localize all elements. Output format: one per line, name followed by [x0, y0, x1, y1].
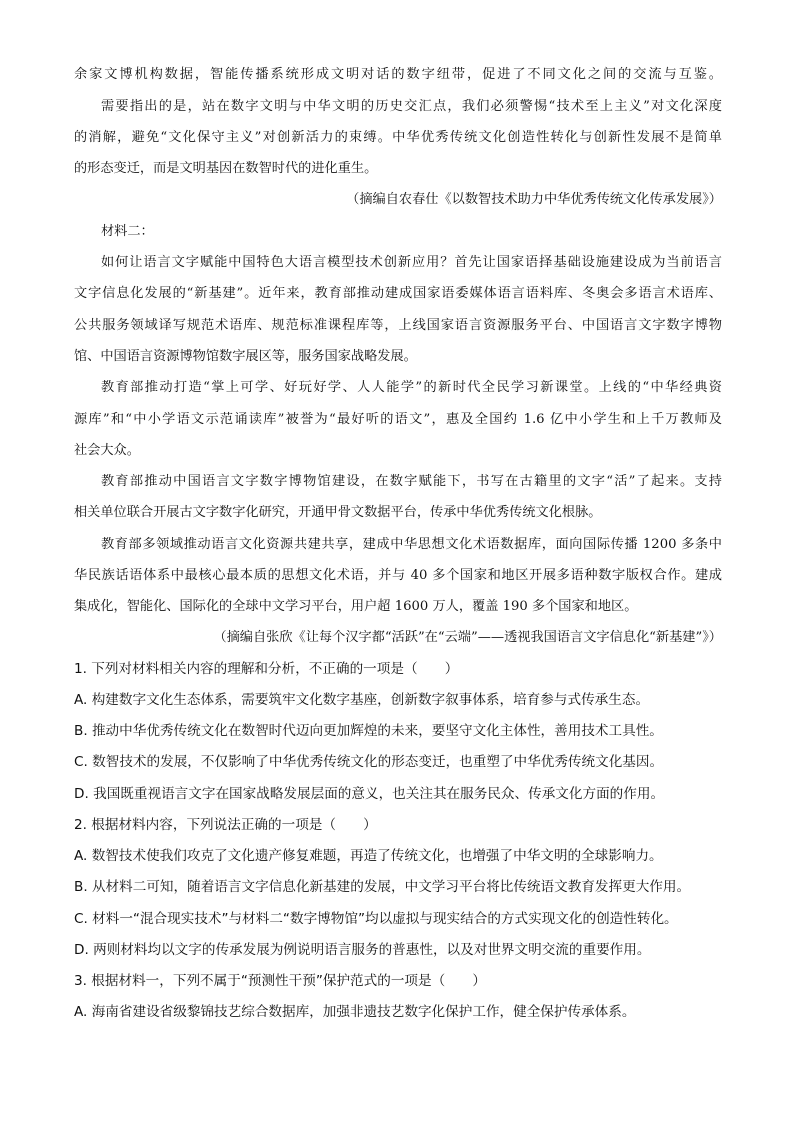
question-option: C. 材料一“混合现实技术”与材料二“数字博物馆”均以虚拟与现实结合的方式实现文化的创造性转化。	[74, 911, 678, 927]
passage-line: 的形态变迁，而是文明基因在数智时代的进化重生。	[74, 161, 378, 176]
passage-line: 集成化，智能化、国际化的全球中文学习平台，用户超 1600 万人，覆盖 190 多个国家和地区。	[74, 599, 638, 614]
passage-line: 馆、中国语言资源博物馆数字展区等，服务国家战略发展。	[74, 349, 417, 364]
passage-line: 教育部推动中国语言文字数字博物馆建设，在数字赋能下，书写在古籍里的文字“活”了起来。支持	[101, 474, 722, 489]
source-citation: （摘编自农春仕《以数智技术助力中华优秀传统文化传承发展》）	[346, 192, 722, 207]
passage-line: 文字信息化发展的“新基建”。近年来，教育部推动建成国家语委媒体语言语料库、冬奥会多语言术语库、	[74, 286, 722, 301]
source-citation: （摘编自张欣《让每个汉字都“活跃”在“云端”——透视我国语言文字信息化“新基建”》）	[213, 630, 722, 645]
question-option: B. 从材料二可知，随着语言文字信息化新基建的发展，中文学习平台将比传统语文教育发挥更大作用。	[74, 879, 691, 895]
passage-line: 华民族话语体系中最核心最本质的思想文化术语，并与 40 多个国家和地区开展多语种数字版权合作。建成	[74, 568, 722, 583]
question-option: A. 构建数字文化生态体系，需要筑牢文化数字基座，创新数字叙事体系，培育参与式传承生态。	[74, 692, 650, 708]
passage-line: 需要指出的是，站在数字文明与中华文明的历史交汇点，我们必须警惕“技术至上主义”对文化深度	[101, 99, 722, 114]
question-stem: 1. 下列对材料相关内容的理解和分析，不正确的一项是（ ）	[74, 661, 459, 677]
question-option: A. 数智技术使我们攻克了文化遗产修复难题，再造了传统文化，也增强了中华文明的全球影响力。	[74, 848, 663, 864]
question-stem: 3. 根据材料一，下列不属于“预测性干预”保护范式的一项是（ ）	[74, 973, 486, 989]
passage-line: 相关单位联合开展古文字数字化研究，开通甲骨文数据平台，传承中华优秀传统文化根脉。	[74, 505, 602, 520]
question-option: D. 我国既重视语言文字在国家战略发展层面的意义，也关注其在服务民众、传承文化方面的作用。	[74, 786, 665, 802]
question-stem: 2. 根据材料内容，下列说法正确的一项是（ ）	[74, 817, 377, 833]
passage-line: 公共服务领域译写规范术语库、规范标准课程库等，上线国家语言资源服务平台、中国语言文字数字博物	[74, 318, 722, 333]
material-heading: 材料二：	[101, 224, 154, 239]
question-option: A. 海南省建设省级黎锦技艺综合数据库，加强非遗技艺数字化保护工作，健全保护传承体系。	[74, 1004, 636, 1020]
passage-line: 社会大众。	[74, 443, 140, 458]
question-option: B. 推动中华优秀传统文化在数智时代迈向更加辉煌的未来，要坚守文化主体性，善用技术工具性。	[74, 723, 663, 739]
question-option: D. 两则材料均以文字的传承发展为例说明语言服务的普惠性，以及对世界文明交流的重要作用。	[74, 942, 651, 958]
question-option: C. 数智技术的发展，不仅影响了中华优秀传统文化的形态变迁，也重塑了中华优秀传统文化基因。	[74, 754, 664, 770]
passage-line: 教育部推动打造“掌上可学、好玩好学、人人能学”的新时代全民学习新课堂。上线的“中华经典资	[101, 380, 722, 395]
passage-line: 如何让语言文字赋能中国特色大语言模型技术创新应用？首先让国家语择基础设施建设成为当前语言	[101, 255, 722, 270]
passage-line: 教育部多领域推动语言文化资源共建共享，建成中华思想文化术语数据库，面向国际传播 1200 多条中	[101, 537, 722, 552]
passage-line: 余家文博机构数据，智能传播系统形成文明对话的数字纽带，促进了不同文化之间的交流与互鉴。	[74, 67, 722, 82]
passage-line: 的消解，避免“文化保守主义”对创新活力的束缚。中华优秀传统文化创造性转化与创新性发展不是简单	[74, 130, 722, 145]
passage-line: 源库”和“中小学语文示范诵读库”被誉为“最好听的语文”，惠及全国约 1.6 亿中小学生和上千万教师及	[74, 412, 722, 427]
